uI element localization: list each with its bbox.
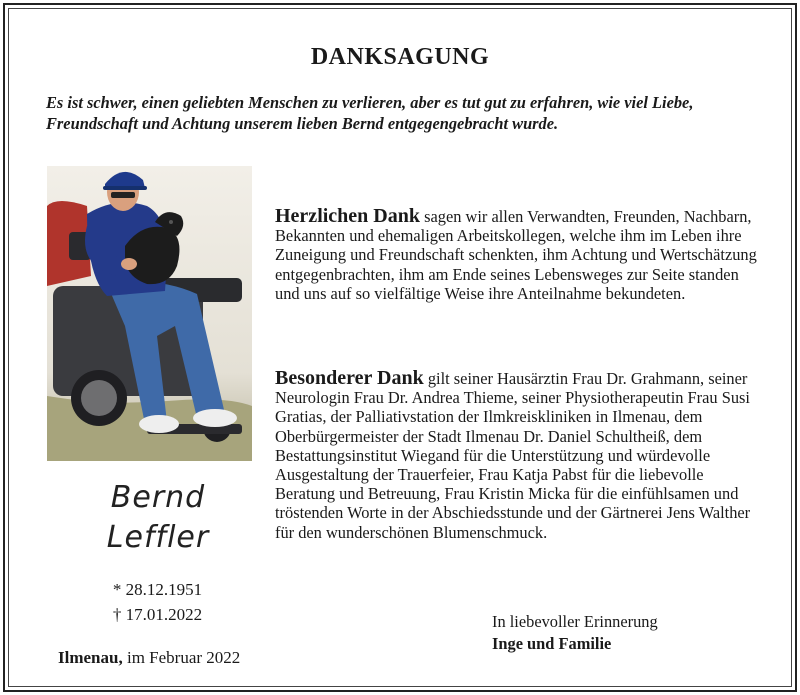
- intro-text: Es ist schwer, einen geliebten Menschen zu verlieren, aber es tut gut zu erfahren, wie viel Liebe, Freundschaft und Achtung unserem lieben Bernd entgegengebracht wurde.: [46, 93, 694, 133]
- life-dates: [60, 577, 255, 627]
- signature-line-1: In liebevoller Erinnerung: [492, 612, 658, 631]
- portrait-photo: [47, 166, 252, 461]
- thanks-paragraph-2: [275, 369, 765, 542]
- last-name: Leffler: [106, 520, 210, 555]
- place-city: Ilmenau,: [58, 648, 123, 667]
- place-month: im Februar 2022: [122, 648, 241, 667]
- first-name: Bernd: [110, 480, 206, 515]
- death-date: † 17.01.2022: [112, 605, 203, 624]
- page-title: DANKSAGUNG: [310, 44, 490, 70]
- thanks-text-1: sagen wir allen Verwandten, Freunden, Nachbarn, Bekannten und ehemaligen Arbeitskollegen, welche ihm im Leben ihre Zuneigung und Freundschaft schenkten, ihm Achtung und Wertschätzung entgegenbrachten, ihm am Ende seines Lebensweges zur Seite standen und uns auf so vielfältige Weise ihre Anteilnahme bekundeten.: [275, 207, 757, 303]
- place-date: [58, 648, 240, 668]
- signature-family: Inge und Familie: [492, 634, 612, 653]
- birth-date: * 28.12.1951: [112, 580, 203, 599]
- thanks-text-2: gilt seiner Hausärztin Frau Dr. Grahmann, seiner Neurologin Frau Dr. Andrea Thieme, seiner Physiotherapeutin Frau Susi Gratias, der Palliativstation der Ilmkreiskliniken in Ilmenau, dem Oberbürgermeister der Stadt Ilmenau Dr. Daniel Schultheiß, dem Bestattungsinstitut Wiegand für die Unterstützung und würdevolle Ausgestaltung der Trauerfeier, Frau Katja Pabst für die liebevolle Beratung und Betreuung, Frau Kristin Micka für die einfühlsamen und tröstenden Worte in der Abschiedsstunde und der Gärtnerei Jens Walther für den wunderschönen Blumenschmuck.: [275, 369, 751, 542]
- thanks-lead-2: Besonderer Dank: [275, 367, 424, 389]
- signature: [492, 611, 658, 655]
- deceased-name: [58, 478, 258, 558]
- portrait-photo-icon: [47, 166, 252, 461]
- thanks-paragraph-1: [275, 207, 765, 303]
- thanks-lead-1: Herzlichen Dank: [275, 205, 420, 227]
